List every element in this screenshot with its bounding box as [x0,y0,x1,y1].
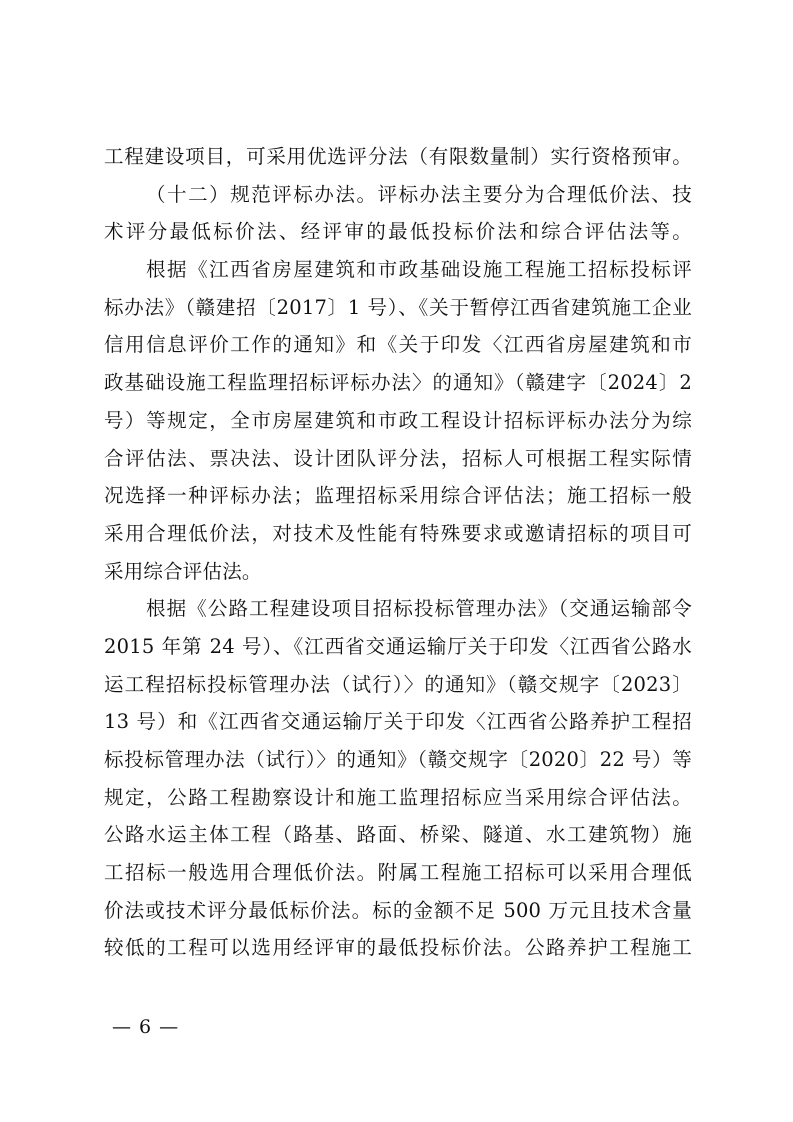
text-line: 工程建设项目，可采用优选评分法（有限数量制）实行资格预审。 [104,145,692,168]
text-line: 规定，公路工程勘察设计和施工监理招标应当采用综合评估法。 [104,785,692,809]
text-line: （十二）规范评标办法。评标办法主要分为合理低价法、技 [146,182,692,206]
text-line: 况选择一种评标办法；监理招标采用综合评估法；施工招标一般 [104,484,692,508]
text-line: 13 号）和《江西省交通运输厅关于印发〈江西省公路养护工程招 [104,710,692,734]
text-line: 信用信息评价工作的通知》和《关于印发〈江西省房屋建筑和市 [104,333,692,357]
text-line: 合评估法、票决法、设计团队评分法，招标人可根据工程实际情 [104,446,692,470]
text-line: 公路水运主体工程（路基、路面、桥梁、隧道、水工建筑物）施 [104,823,692,847]
text-line: 根据《江西省房屋建筑和市政基础设施工程施工招标投标评 [146,258,692,282]
text-line: 2015 年第 24 号）、《江西省交通运输厅关于印发〈江西省公路水 [104,634,692,658]
text-line: 标投标管理办法（试行）〉的通知》（赣交规字〔2020〕22 号）等 [104,748,692,771]
text-line: 标办法》（赣建招〔2017〕1 号）、《关于暂停江西省建筑施工企业 [104,295,692,319]
text-line: 较低的工程可以选用经评审的最低投标价法。公路养护工程施工 [104,936,692,960]
text-line: 价法或技术评分最低标价法。标的金额不足 500 万元且技术含量 [104,898,692,922]
text-line: 工招标一般选用合理低价法。附属工程施工招标可以采用合理低 [104,861,692,885]
page-number: — 6 — [112,1016,180,1038]
text-line: 术评分最低标价法、经评审的最低投标价法和综合评估法等。 [104,220,692,244]
text-line: 根据《公路工程建设项目招标投标管理办法》（交通运输部令 [146,597,692,621]
text-line: 采用综合评估法。 [104,559,262,583]
text-line: 号）等规定，全市房屋建筑和市政工程设计招标评标办法分为综 [104,408,692,432]
body-text [104,138,692,967]
text-line: 运工程招标投标管理办法（试行）〉的通知》（赣交规字〔2023〕 [104,672,692,696]
text-line: 政基础设施工程监理招标评标办法〉的通知》（赣建字〔2024〕2 [104,371,692,395]
text-line: 采用合理低价法，对技术及性能有特殊要求或邀请招标的项目可 [104,521,692,545]
